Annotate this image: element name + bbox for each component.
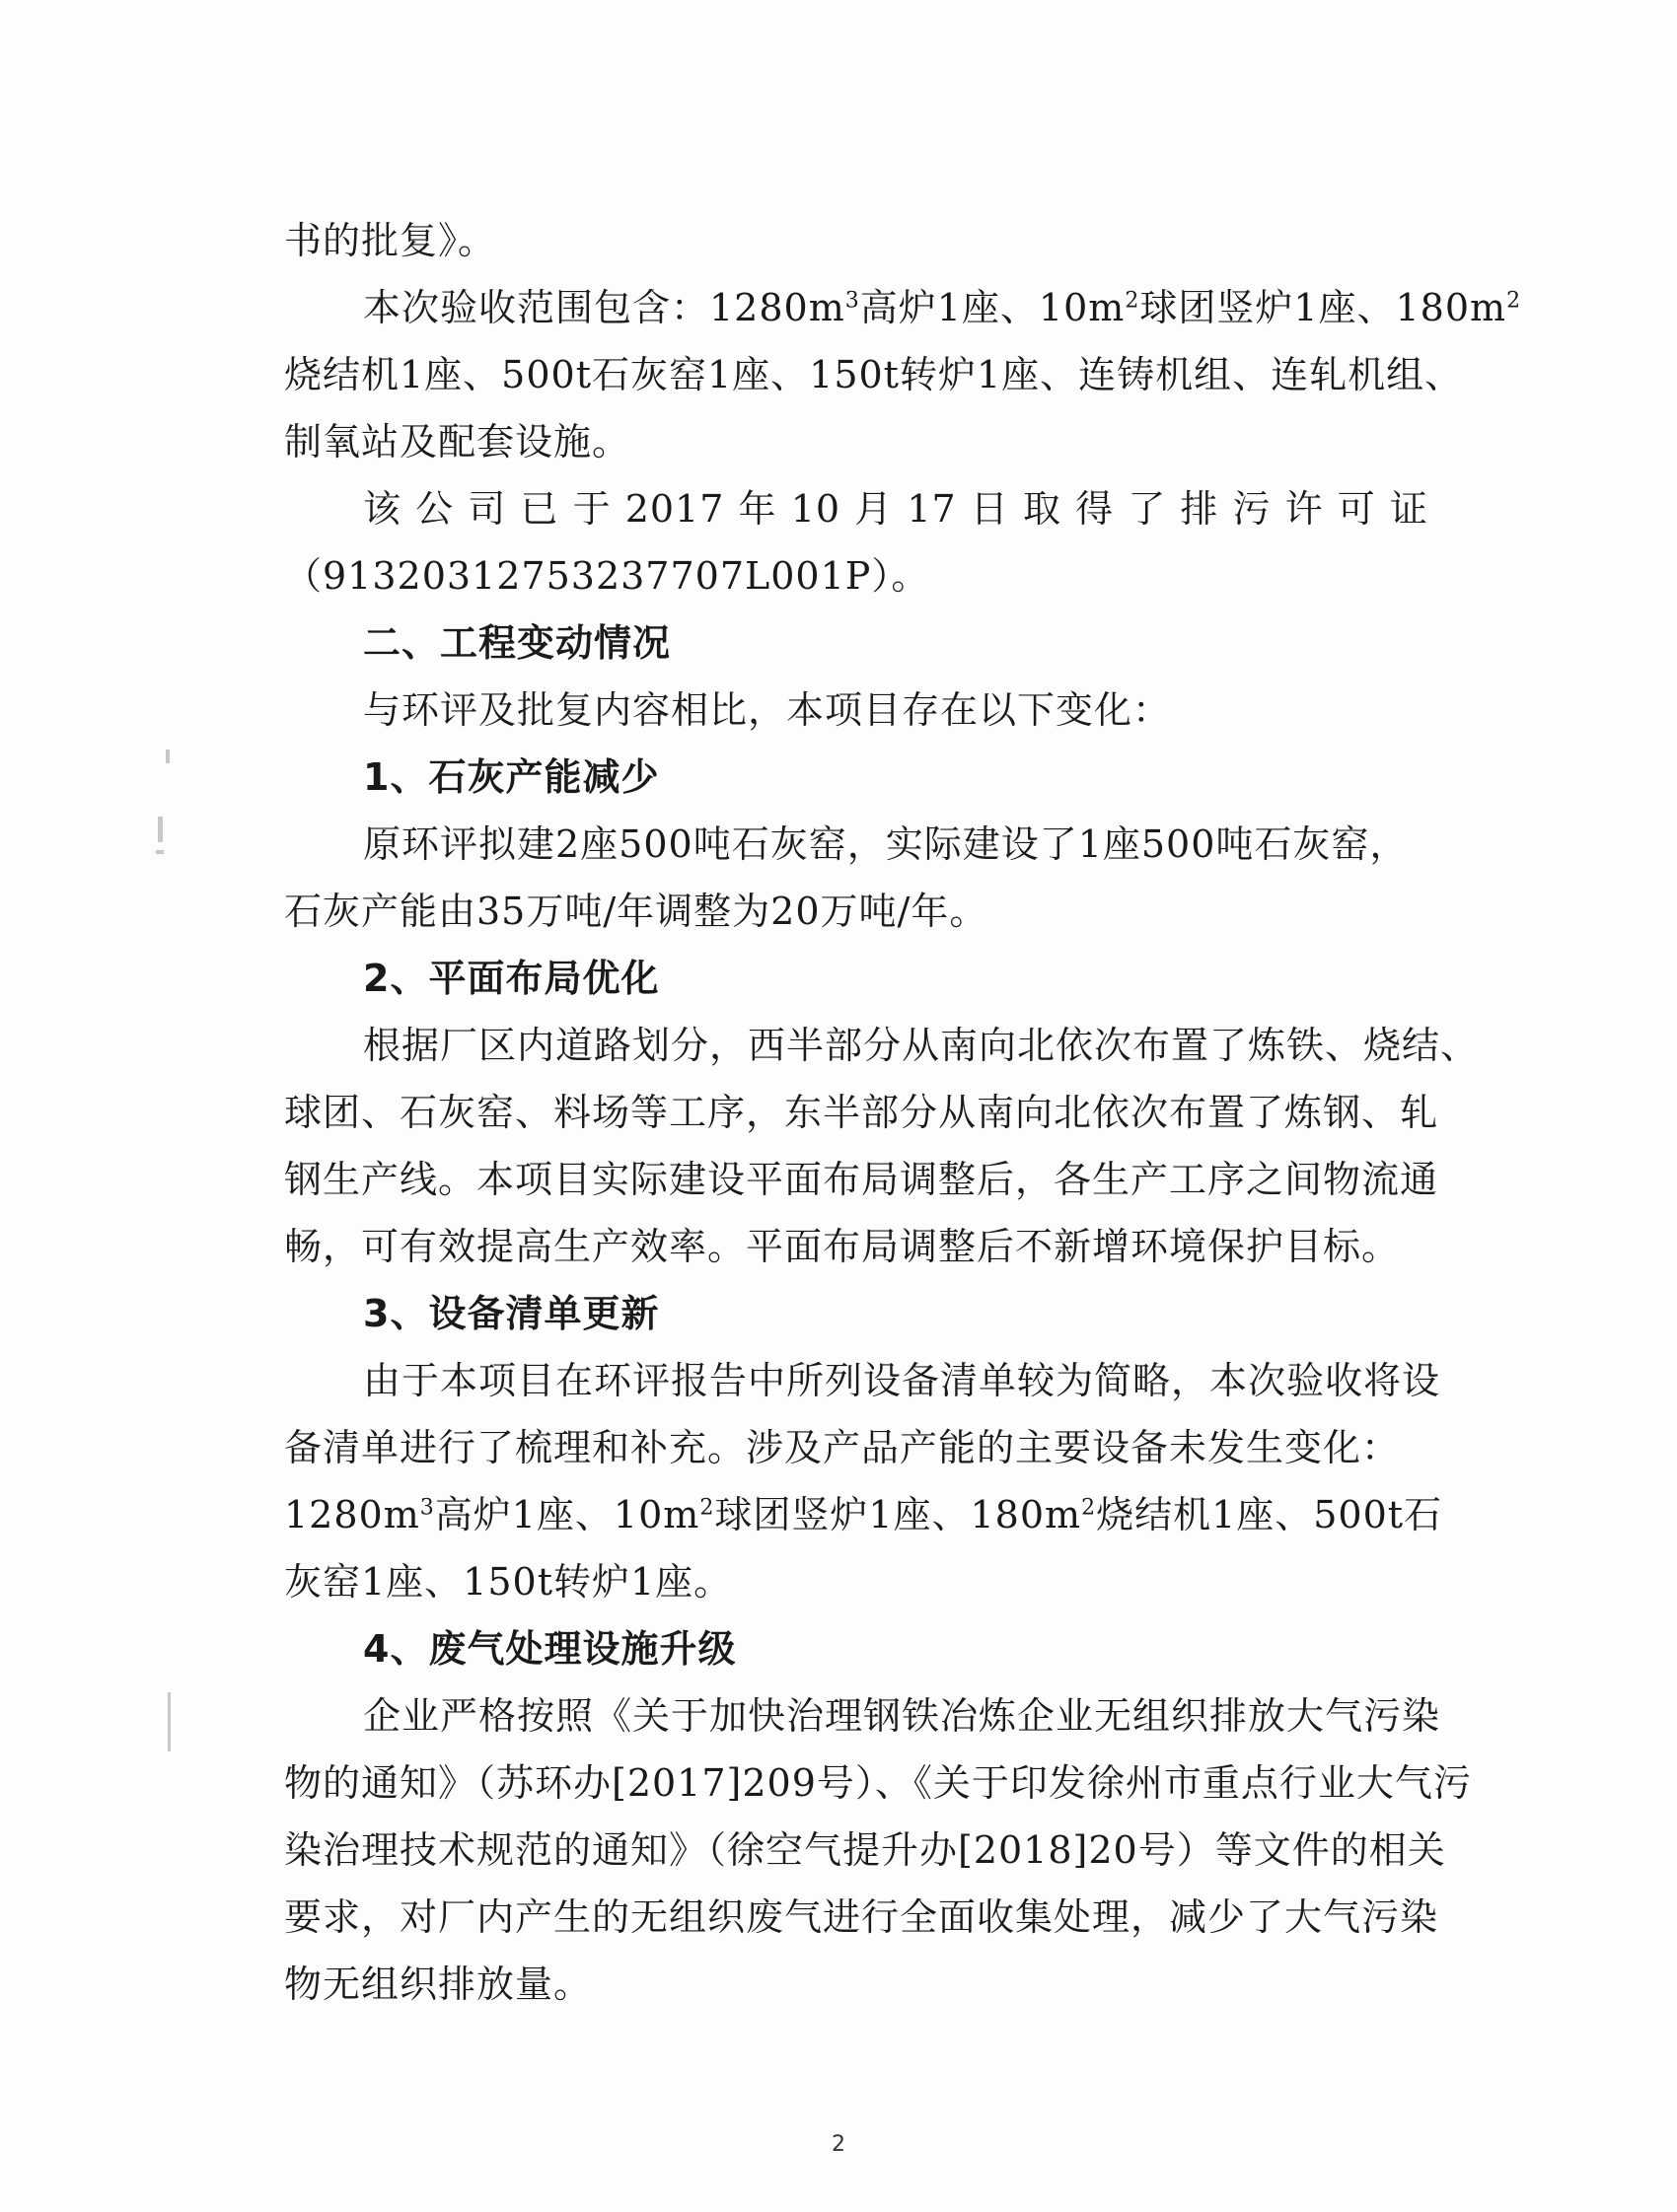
page-number: 2 bbox=[832, 2132, 845, 2157]
paragraph-line: （91320312753237707L001P）。 bbox=[284, 554, 930, 598]
spaced-word: 月 bbox=[854, 487, 894, 531]
spaced-word: 2017 bbox=[624, 487, 725, 531]
paragraph-line: 要求，对厂内产生的无组织废气进行全面收集处理，减少了大气污染 bbox=[284, 1895, 1439, 1939]
spaced-word: 证 bbox=[1389, 487, 1428, 531]
scan-mark bbox=[168, 1692, 171, 1751]
scan-mark bbox=[166, 749, 170, 763]
paragraph-line: 与环评及批复内容相比，本项目存在以下变化： bbox=[363, 688, 1172, 732]
paragraph-line: 制氧站及配套设施。 bbox=[284, 420, 631, 464]
spaced-word: 于 bbox=[572, 487, 612, 531]
paragraph-line: 球团、石灰窑、料场等工序，东半部分从南向北依次布置了炼钢、轧 bbox=[284, 1091, 1439, 1134]
subsection-heading: 1、石灰产能减少 bbox=[363, 755, 660, 799]
subsection-heading: 4、废气处理设施升级 bbox=[363, 1627, 737, 1671]
scan-mark bbox=[158, 817, 163, 842]
paragraph-line: 根据厂区内道路划分，西半部分从南向北依次布置了炼铁、烧结、 bbox=[363, 1024, 1480, 1067]
spaced-word: 已 bbox=[520, 487, 559, 531]
spaced-word: 了 bbox=[1128, 487, 1167, 531]
spaced-word: 污 bbox=[1232, 487, 1272, 531]
paragraph-line-spaced bbox=[284, 475, 1428, 542]
paragraph-line: 染治理技术规范的通知》（徐空气提升办[2018]20号）等文件的相关 bbox=[284, 1828, 1446, 1872]
paragraph-line: $1280m^3$高炉1座、$10m^2$球团竖炉1座、$180m^2$烧结机1座、500t石 bbox=[284, 1493, 1443, 1536]
spaced-word: 年 bbox=[738, 487, 777, 531]
spaced-word: 公 bbox=[415, 487, 455, 531]
paragraph-line: 备清单进行了梳理和补充。涉及产品产能的主要设备未发生变化： bbox=[284, 1426, 1401, 1469]
paragraph-line: 由于本项目在环评报告中所列设备清单较为简略，本次验收将设 bbox=[363, 1359, 1441, 1402]
spaced-word: 日 bbox=[970, 487, 1009, 531]
document-body bbox=[284, 207, 1522, 2018]
spaced-word: 排 bbox=[1180, 487, 1219, 531]
subsection-heading: 2、平面布局优化 bbox=[363, 957, 660, 1000]
section-heading: 二、工程变动情况 bbox=[363, 621, 672, 665]
paragraph-line: 物的通知》（苏环办[2017]209号）、《关于印发徐州市重点行业大气污 bbox=[284, 1761, 1472, 1805]
paragraph-line: 烧结机1座、500t石灰窑1座、150t转炉1座、连铸机组、连轧机组、 bbox=[284, 353, 1464, 396]
paragraph-line: 钢生产线。本项目实际建设平面布局调整后，各生产工序之间物流通 bbox=[284, 1158, 1439, 1201]
spaced-word: 许 bbox=[1284, 487, 1324, 531]
paragraph-line: 物无组织排放量。 bbox=[284, 1962, 593, 2006]
paragraph-line: 本次验收范围包含：$1280m^3$高炉1座、$10m^2$球团竖炉1座、$180m^2$ bbox=[363, 286, 1522, 329]
subsection-heading: 3、设备清单更新 bbox=[363, 1292, 660, 1335]
spaced-word: 得 bbox=[1075, 487, 1115, 531]
scan-mark bbox=[156, 850, 164, 854]
paragraph-line: 畅，可有效提高生产效率。平面布局调整后不新增环境保护目标。 bbox=[284, 1225, 1401, 1268]
spaced-word: 可 bbox=[1337, 487, 1376, 531]
spaced-word: 该 bbox=[363, 487, 402, 531]
paragraph-line: 企业严格按照《关于加快治理钢铁冶炼企业无组织排放大气污染 bbox=[363, 1694, 1441, 1738]
spaced-word: 10 bbox=[790, 487, 841, 531]
paragraph-line: 石灰产能由35万吨/年调整为20万吨/年。 bbox=[284, 890, 988, 933]
spaced-word: 司 bbox=[468, 487, 507, 531]
spaced-word: 取 bbox=[1022, 487, 1061, 531]
paragraph-line: 书的批复》。 bbox=[284, 219, 497, 262]
paragraph-line: 原环评拟建2座500吨石灰窑，实际建设了1座500吨石灰窑， bbox=[363, 822, 1409, 866]
spaced-word: 17 bbox=[907, 487, 957, 531]
paragraph-line: 灰窑1座、150t转炉1座。 bbox=[284, 1560, 733, 1604]
